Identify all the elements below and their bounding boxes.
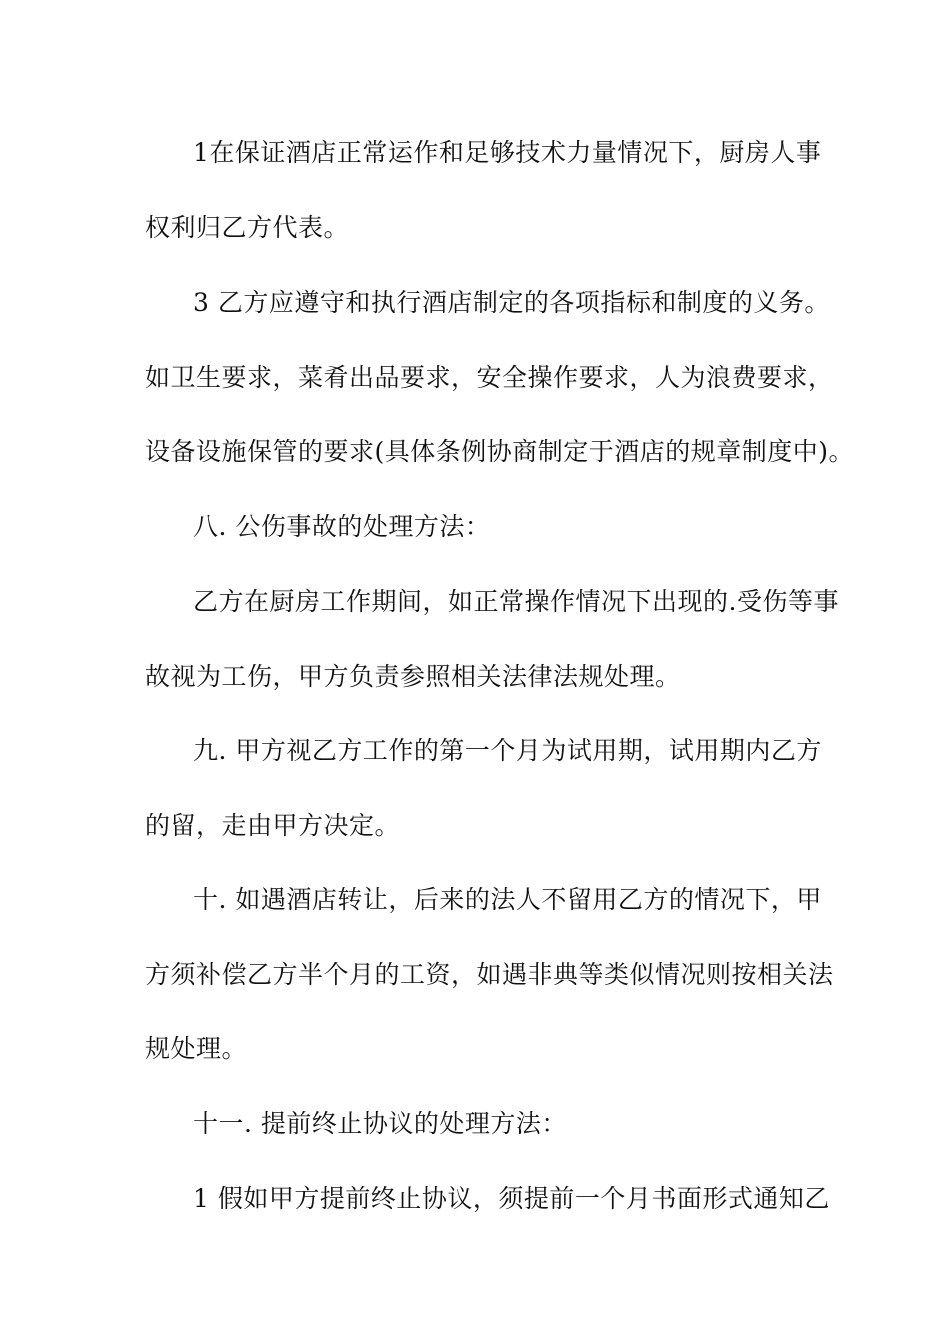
paragraph-line: 3 乙方应遵守和执行酒店制定的各项指标和制度的义务。 [193, 288, 830, 317]
paragraph-line: 乙方在厨房工作期间，如正常操作情况下出现的.受伤等事 [193, 587, 839, 616]
paragraph-line: 故视为工伤，甲方负责参照相关法律法规处理。 [145, 662, 681, 691]
paragraph-line: 权利归乙方代表。 [145, 213, 350, 242]
paragraph-line: 九. 甲方视乙方工作的第一个月为试用期，试用期内乙方 [193, 736, 822, 765]
section-heading: 十一. 提前终止协议的处理方法： [193, 1109, 567, 1138]
paragraph-line: 的留，走由甲方决定。 [145, 811, 401, 840]
paragraph-line: 规处理。 [145, 1034, 248, 1063]
paragraph-line: 1在保证酒店正常运作和足够技术力量情况下，厨房人事 [193, 138, 822, 167]
paragraph-line: 设备设施保管的要求(具体条例协商制定于酒店的规章制度中)。 [145, 437, 855, 466]
paragraph-line: 1 假如甲方提前终止协议，须提前一个月书面形式通知乙 [193, 1184, 830, 1213]
section-heading: 八. 公伤事故的处理方法： [193, 512, 491, 541]
paragraph-line: 方须补偿乙方半个月的工资，如遇非典等类似情况则按相关法 [145, 960, 834, 989]
paragraph-line: 如卫生要求，菜肴出品要求，安全操作要求，人为浪费要求， [145, 363, 834, 392]
paragraph-line: 十. 如遇酒店转让，后来的法人不留用乙方的情况下，甲 [193, 885, 822, 914]
